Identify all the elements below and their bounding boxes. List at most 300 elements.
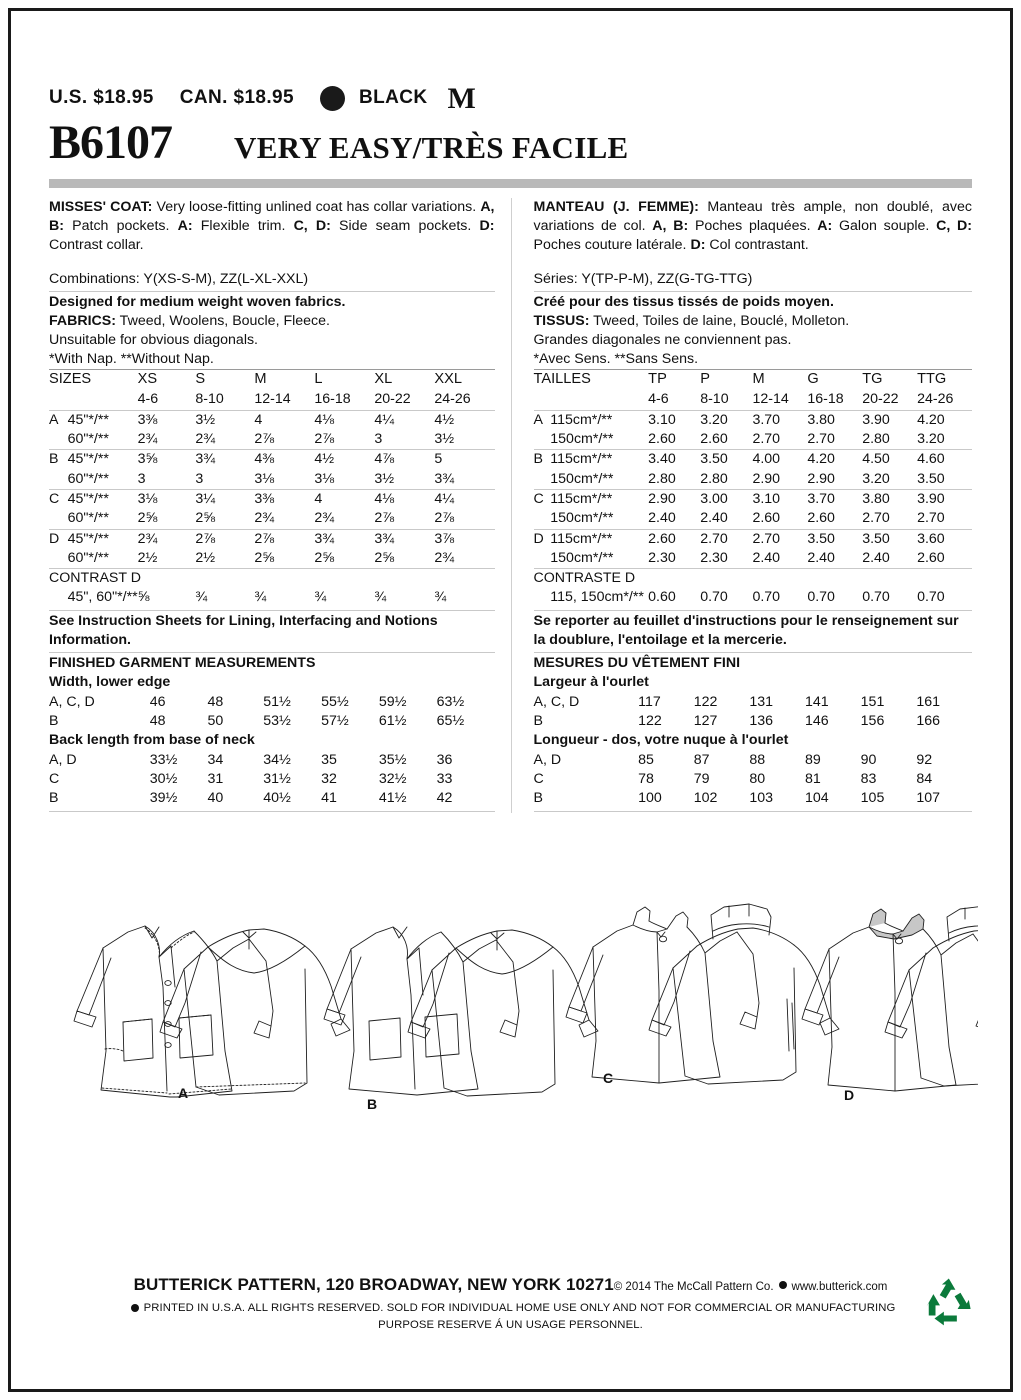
fgm-row-label: A, D bbox=[49, 751, 77, 768]
yardage-value: 4½ bbox=[434, 410, 494, 430]
yardage-value: 3 bbox=[195, 470, 204, 487]
fgm-value: 41 bbox=[321, 790, 337, 807]
fgm-value: 31½ bbox=[263, 770, 291, 787]
yardage-value: 3.50 bbox=[862, 529, 917, 549]
fgm-section-title: Back length from base of neck bbox=[49, 732, 255, 749]
yardage-value: 2¾ bbox=[254, 510, 275, 527]
yardage-value: 3.80 bbox=[862, 489, 917, 509]
fgm-row bbox=[534, 751, 973, 770]
yardage-value: 3.50 bbox=[807, 529, 862, 549]
instruction-note-fr: Se reporter au feuillet d'instructions pour le renseignement sur la doublure, l'entoilage et la mercerie. bbox=[533, 612, 959, 648]
yardage-value: 3½ bbox=[195, 410, 254, 430]
fgm-value: 156 bbox=[860, 713, 885, 730]
yardage-row bbox=[49, 450, 495, 470]
size-name: XL bbox=[374, 370, 434, 390]
fgm-section-title: Longueur - dos, votre nuque à l'ourlet bbox=[533, 732, 789, 749]
fgm-value: 100 bbox=[638, 790, 662, 807]
fgm-row-label: C bbox=[49, 770, 60, 787]
fgm-value: 161 bbox=[916, 693, 940, 710]
fgm-value: 42 bbox=[436, 790, 453, 807]
contrast-heading-row bbox=[534, 569, 973, 589]
yardage-row bbox=[49, 489, 495, 509]
yardage-value: 0.70 bbox=[807, 589, 835, 606]
fgm-body-fr bbox=[534, 673, 973, 808]
view-letter-cell: D bbox=[49, 529, 68, 549]
fgm-value: 33½ bbox=[149, 751, 178, 768]
notice-text-1: PRINTED IN U.S.A. ALL RIGHTS RESERVED. SOLD FOR INDIVIDUAL HOME USE ONLY AND NOT FOR COMMERCIAL OR MANUFACTURING bbox=[143, 1302, 896, 1314]
header-divider bbox=[49, 179, 972, 188]
fgm-value: 102 bbox=[693, 790, 718, 807]
fgm-section-heading-row bbox=[534, 731, 973, 750]
fgm-value: 50 bbox=[207, 713, 224, 730]
size-name: TP bbox=[648, 370, 700, 390]
fgm-row bbox=[49, 789, 495, 808]
sizes-label: TAILLES bbox=[534, 370, 649, 390]
fabric-width-cell: 115cm*/** bbox=[550, 529, 648, 549]
fgm-value: 78 bbox=[638, 770, 654, 787]
content-columns bbox=[49, 198, 972, 813]
yardage-value: 4⅞ bbox=[374, 450, 434, 470]
yardage-value: 3¾ bbox=[314, 529, 374, 549]
yardage-value: 4.20 bbox=[917, 410, 972, 430]
fgm-value: 35½ bbox=[378, 751, 407, 768]
fgm-section-title: Largeur à l'ourlet bbox=[533, 674, 649, 691]
yardage-value: 2⅞ bbox=[374, 510, 395, 527]
coat-view-b-front bbox=[324, 927, 519, 1095]
yardage-row bbox=[49, 430, 495, 450]
view-letter-cell bbox=[49, 509, 68, 529]
yardage-value: 2.90 bbox=[807, 470, 835, 487]
fgm-value: 80 bbox=[749, 770, 766, 787]
view-letter-cell bbox=[534, 549, 551, 569]
view-letter-c: C bbox=[603, 1070, 614, 1086]
yardage-value: 2.60 bbox=[807, 510, 835, 527]
yardage-value: 3.20 bbox=[700, 410, 752, 430]
size-number: 20-22 bbox=[862, 391, 899, 408]
contrast-heading-row bbox=[49, 569, 495, 589]
yardage-value: 2.70 bbox=[862, 510, 890, 527]
yardage-value: 3¾ bbox=[374, 529, 434, 549]
fgm-value: 117 bbox=[638, 693, 661, 710]
yardage-value: 2¾ bbox=[137, 430, 158, 447]
yardage-value: 0.60 bbox=[648, 589, 676, 606]
fgm-row-label: B bbox=[533, 790, 543, 807]
coat-view-c-back bbox=[649, 904, 839, 1084]
size-name: M bbox=[254, 370, 314, 390]
fgm-value: 40 bbox=[207, 790, 224, 807]
size-number: 8-10 bbox=[700, 391, 729, 408]
footer-notice-1 bbox=[49, 1302, 972, 1314]
fabric-width-cell: 60"*/** bbox=[67, 549, 109, 566]
fgm-value: 48 bbox=[149, 713, 166, 730]
spacer-cell bbox=[49, 390, 138, 410]
footer-notice-2: PURPOSE RESERVE Á UN USAGE PERSONNEL. bbox=[378, 1319, 643, 1331]
contrast-heading: CONTRASTE D bbox=[534, 569, 973, 589]
yardage-value: 3⅜ bbox=[138, 410, 196, 430]
yardage-row bbox=[534, 430, 973, 450]
fgm-value: 33 bbox=[436, 770, 453, 787]
yardage-row bbox=[534, 509, 973, 529]
yardage-value: 3 bbox=[137, 470, 146, 487]
fgm-value: 146 bbox=[805, 713, 829, 730]
yardage-value: 3.10 bbox=[752, 489, 807, 509]
fgm-value: 31 bbox=[207, 770, 224, 787]
yardage-row bbox=[49, 410, 495, 430]
yardage-value: 2¾ bbox=[138, 529, 196, 549]
size-name: TTG bbox=[917, 370, 972, 390]
fgm-value: 105 bbox=[860, 790, 885, 807]
yardage-value: 2.60 bbox=[648, 430, 676, 447]
fgm-value: 41½ bbox=[378, 790, 407, 807]
fgm-section-heading-row bbox=[49, 731, 495, 750]
combinations-en: Combinations: Y(XS-S-M), ZZ(L-XL-XXL) bbox=[49, 270, 309, 287]
yardage-value: 4 bbox=[314, 489, 374, 509]
yardage-value: 3.70 bbox=[752, 410, 807, 430]
yardage-value: 2.70 bbox=[807, 430, 835, 447]
yardage-value: 2⅝ bbox=[137, 510, 158, 527]
contrast-row bbox=[534, 588, 973, 607]
yardage-value: 2.60 bbox=[700, 430, 728, 447]
fgm-body-en bbox=[49, 673, 495, 808]
yardage-value: 2.40 bbox=[862, 549, 890, 566]
fgm-value: 46 bbox=[149, 693, 166, 710]
fgm-value: 83 bbox=[860, 770, 877, 787]
yardage-row bbox=[534, 470, 973, 490]
fabric-width-cell: 115cm*/** bbox=[550, 410, 648, 430]
yardage-value: 3.80 bbox=[807, 410, 862, 430]
yardage-value: 2⅝ bbox=[195, 510, 216, 527]
fgm-section-heading-row bbox=[49, 673, 495, 692]
fgm-value: 57½ bbox=[321, 713, 349, 730]
combinations-fr: Séries: Y(TP-P-M), ZZ(G-TG-TTG) bbox=[533, 270, 753, 287]
size-number: 4-6 bbox=[137, 391, 159, 408]
yardage-value: 3.00 bbox=[700, 489, 752, 509]
us-price: U.S. $18.95 bbox=[49, 87, 154, 108]
yardage-value: ¾ bbox=[195, 589, 208, 606]
size-name: M bbox=[752, 370, 807, 390]
yardage-value: 2¾ bbox=[434, 549, 455, 566]
yardage-row bbox=[49, 470, 495, 490]
size-number: 24-26 bbox=[434, 391, 471, 408]
yardage-value: 3¾ bbox=[434, 470, 455, 487]
view-letter-cell: C bbox=[534, 489, 551, 509]
contrast-heading: CONTRAST D bbox=[49, 569, 495, 589]
yardage-value: ¾ bbox=[434, 589, 447, 606]
yardage-table-fr bbox=[534, 369, 973, 607]
table-header-row bbox=[49, 370, 495, 390]
size-number: 24-26 bbox=[917, 391, 954, 408]
garment-illustrations bbox=[49, 891, 978, 1121]
fgm-row-label: A, C, D bbox=[49, 693, 95, 710]
fgm-value: 136 bbox=[749, 713, 774, 730]
size-number: 16-18 bbox=[807, 391, 844, 408]
view-letter-cell: A bbox=[49, 410, 68, 430]
divider-rule bbox=[534, 291, 973, 292]
yardage-value: 2.70 bbox=[752, 430, 781, 447]
yardage-value: 5 bbox=[434, 450, 494, 470]
yardage-table-en bbox=[49, 369, 495, 607]
fgm-row-label: C bbox=[533, 770, 544, 787]
fgm-value: 131 bbox=[749, 693, 774, 710]
fgm-section-title: Width, lower edge bbox=[49, 674, 171, 691]
yardage-value: 4.50 bbox=[862, 450, 917, 470]
fabric-width-cell: 60"*/** bbox=[67, 470, 109, 487]
yardage-value: 2¾ bbox=[314, 510, 335, 527]
view-letter-cell bbox=[534, 430, 551, 450]
size-name: XS bbox=[138, 370, 196, 390]
fgm-value: 63½ bbox=[436, 693, 465, 710]
view-letter-a: A bbox=[178, 1085, 189, 1101]
fgm-row bbox=[49, 712, 495, 731]
bullet-icon bbox=[131, 1304, 139, 1312]
view-letter-d: D bbox=[844, 1087, 855, 1103]
yardage-value: 4¼ bbox=[434, 489, 494, 509]
fgm-value: 122 bbox=[693, 693, 718, 710]
fgm-value: 48 bbox=[207, 693, 224, 710]
yardage-value: 0.70 bbox=[917, 589, 945, 606]
yardage-row bbox=[534, 450, 973, 470]
yardage-value: 2.70 bbox=[917, 510, 945, 527]
fgm-value: 30½ bbox=[149, 770, 178, 787]
fgm-row-label: A, D bbox=[533, 751, 562, 768]
yardage-value: 3.50 bbox=[700, 450, 752, 470]
fgm-row bbox=[534, 712, 973, 731]
contrast-row bbox=[49, 588, 495, 607]
fgm-row-label: B bbox=[49, 713, 59, 730]
yardage-row bbox=[49, 529, 495, 549]
can-price: CAN. $18.95 bbox=[179, 87, 294, 108]
yardage-value: 2⅞ bbox=[314, 430, 335, 447]
instruction-note-en: See Instruction Sheets for Lining, Interfacing and Notions Information. bbox=[49, 612, 438, 648]
fgm-value: 141 bbox=[805, 693, 829, 710]
fgm-value: 34 bbox=[207, 751, 224, 768]
yardage-value: 2½ bbox=[137, 549, 158, 566]
fabric-width-cell: 150cm*/** bbox=[550, 470, 614, 487]
yardage-value: 3¼ bbox=[195, 489, 254, 509]
fgm-section-heading-row bbox=[534, 673, 973, 692]
fabric-width-cell: 60"*/** bbox=[67, 430, 109, 447]
fgm-value: 65½ bbox=[436, 713, 465, 730]
yardage-value: 4⅜ bbox=[254, 450, 314, 470]
fgm-value: 55½ bbox=[321, 693, 349, 710]
size-number: 20-22 bbox=[374, 391, 411, 408]
view-letter-cell bbox=[534, 588, 551, 607]
yardage-value: 2.70 bbox=[752, 529, 807, 549]
garment-description-fr: MANTEAU (J. FEMME): Manteau très ample, non doublé, avec variations de col. A, B: Poches plaquées. A: Galon souple. C, D: Poches couture latérale. D: Col contrastant. bbox=[533, 199, 972, 253]
footer-address-line bbox=[49, 1275, 972, 1295]
yardage-value: 2.60 bbox=[917, 549, 945, 566]
yardage-value: 3.40 bbox=[648, 450, 700, 470]
yardage-row bbox=[49, 549, 495, 569]
yardage-value: 2.90 bbox=[648, 489, 700, 509]
table-header-row bbox=[49, 390, 495, 410]
mccall-brand-icon: M bbox=[447, 82, 477, 115]
yardage-value: 2⅞ bbox=[195, 529, 254, 549]
pattern-envelope-back bbox=[8, 8, 1013, 1392]
yardage-value: 3.60 bbox=[917, 529, 972, 549]
yardage-value: 0.70 bbox=[700, 589, 728, 606]
size-number: 16-18 bbox=[314, 391, 351, 408]
website-url[interactable]: www.butterick.com bbox=[791, 1281, 888, 1293]
view-letter-cell: D bbox=[534, 529, 551, 549]
fabric-width-cell: 150cm*/** bbox=[550, 549, 614, 566]
yardage-value: 2.30 bbox=[648, 549, 676, 566]
fgm-row-label: A, C, D bbox=[533, 693, 580, 710]
fgm-value: 35 bbox=[321, 751, 337, 768]
spacer-cell bbox=[534, 390, 649, 410]
fabric-width-cell: 45"*/** bbox=[68, 529, 138, 549]
yardage-value: ¾ bbox=[314, 589, 327, 606]
fgm-heading-en: FINISHED GARMENT MEASUREMENTS bbox=[49, 655, 316, 672]
yardage-value: 3.20 bbox=[862, 470, 890, 487]
company-address: BUTTERICK PATTERN, 120 BROADWAY, NEW YORK 10271 bbox=[133, 1275, 614, 1294]
yardage-value: 3.90 bbox=[917, 489, 972, 509]
coat-view-b-back bbox=[408, 930, 598, 1096]
pattern-number: B6107 bbox=[49, 116, 173, 169]
nap-en: *With Nap. **Without Nap. bbox=[49, 351, 214, 368]
fgm-value: 81 bbox=[805, 770, 821, 787]
yardage-value: 2⅞ bbox=[254, 430, 275, 447]
fgm-row bbox=[49, 770, 495, 789]
yardage-value: 3⅛ bbox=[138, 489, 196, 509]
coat-view-a-front bbox=[74, 926, 273, 1097]
yardage-value: 2.40 bbox=[700, 510, 728, 527]
fgm-value: 127 bbox=[693, 713, 718, 730]
yardage-row bbox=[49, 509, 495, 529]
fabric-width-cell: 45"*/** bbox=[68, 489, 138, 509]
size-name: L bbox=[314, 370, 374, 390]
fgm-value: 36 bbox=[436, 751, 453, 768]
recycle-arrows bbox=[927, 1278, 971, 1325]
yardage-value: ¾ bbox=[254, 589, 267, 606]
view-letter-cell bbox=[49, 430, 68, 450]
yardage-value: 4.20 bbox=[807, 450, 862, 470]
fgm-value: 32 bbox=[321, 770, 337, 787]
yardage-value: 2.80 bbox=[862, 430, 890, 447]
column-english bbox=[49, 198, 511, 813]
size-number: 8-10 bbox=[195, 391, 224, 408]
yardage-value: 4.60 bbox=[917, 450, 972, 470]
yardage-row bbox=[534, 549, 973, 569]
fabric-width-cell: 60"*/** bbox=[67, 510, 109, 527]
size-name: TG bbox=[862, 370, 917, 390]
nap-fr: *Avec Sens. **Sans Sens. bbox=[533, 351, 699, 368]
yardage-value: 4.00 bbox=[752, 450, 807, 470]
title-row bbox=[49, 116, 972, 169]
yardage-value: 3⅝ bbox=[138, 450, 196, 470]
view-letter-cell: B bbox=[49, 450, 68, 470]
size-number: 12-14 bbox=[752, 391, 789, 408]
fgm-value: 84 bbox=[916, 770, 933, 787]
sizes-label: SIZES bbox=[49, 370, 138, 390]
yardage-value: 3.70 bbox=[807, 489, 862, 509]
difficulty-label: VERY EASY/TRÈS FACILE bbox=[234, 130, 629, 165]
line-art-svg bbox=[49, 891, 978, 1121]
fgm-table-en bbox=[49, 673, 495, 808]
yardage-value: 0.70 bbox=[752, 589, 781, 606]
yardage-value: 2.70 bbox=[700, 529, 752, 549]
size-name: P bbox=[700, 370, 752, 390]
view-letter-cell: C bbox=[49, 489, 68, 509]
fabric-width-cell: 45"*/** bbox=[68, 410, 138, 430]
fgm-value: 88 bbox=[749, 751, 766, 768]
fgm-row-label: B bbox=[49, 790, 59, 807]
fgm-value: 89 bbox=[805, 751, 821, 768]
divider-rule bbox=[49, 291, 495, 292]
yardage-value: 3.90 bbox=[862, 410, 917, 430]
fgm-heading-fr: MESURES DU VÊTEMENT FINI bbox=[533, 655, 741, 672]
yardage-value: 4½ bbox=[314, 450, 374, 470]
designed-for-en: Designed for medium weight woven fabrics. bbox=[49, 293, 346, 310]
yardage-value: 3⅛ bbox=[314, 470, 335, 487]
fgm-value: 39½ bbox=[149, 790, 178, 807]
fgm-row bbox=[534, 789, 973, 808]
size-number: 12-14 bbox=[254, 391, 291, 408]
table-header-row bbox=[534, 370, 973, 390]
yardage-body-en bbox=[49, 370, 495, 608]
copyright-notice: © 2014 The McCall Pattern Co. bbox=[613, 1281, 774, 1293]
fabric-width-cell: 115cm*/** bbox=[550, 450, 648, 470]
yardage-value: 2.30 bbox=[700, 549, 728, 566]
yardage-value: 4 bbox=[254, 410, 314, 430]
fabric-width-cell: 115, 150cm*/** bbox=[550, 589, 644, 606]
fgm-value: 53½ bbox=[263, 713, 291, 730]
coat-view-a-back bbox=[160, 929, 350, 1095]
fgm-value: 61½ bbox=[378, 713, 407, 730]
fabric-width-cell: 150cm*/** bbox=[550, 510, 614, 527]
yardage-value: 2¾ bbox=[195, 430, 216, 447]
fabric-width-cell: 115cm*/** bbox=[550, 489, 648, 509]
size-name: XXL bbox=[434, 370, 494, 390]
fgm-value: 104 bbox=[805, 790, 829, 807]
yardage-value: 2⅝ bbox=[254, 549, 275, 566]
yardage-value: 3.50 bbox=[917, 470, 945, 487]
bullet-icon bbox=[779, 1281, 787, 1289]
yardage-value: ⅝ bbox=[137, 589, 150, 606]
yardage-row bbox=[534, 529, 973, 549]
fgm-row bbox=[534, 693, 973, 712]
view-letter-cell bbox=[534, 509, 551, 529]
size-name: S bbox=[195, 370, 254, 390]
view-letter-b: B bbox=[367, 1096, 378, 1112]
yardage-value: 2.40 bbox=[752, 549, 781, 566]
fgm-row bbox=[534, 770, 973, 789]
yardage-value: 4¼ bbox=[374, 410, 434, 430]
fgm-value: 122 bbox=[638, 713, 662, 730]
yardage-value: 2.90 bbox=[752, 470, 781, 487]
view-letter-cell bbox=[49, 549, 68, 569]
view-letter-cell bbox=[49, 470, 68, 490]
yardage-value: 3 bbox=[374, 430, 383, 447]
fabric-width-cell: 45", 60"*/** bbox=[67, 589, 138, 606]
yardage-value: 4⅛ bbox=[374, 489, 434, 509]
yardage-value: 2⅞ bbox=[434, 510, 455, 527]
price-row bbox=[49, 11, 972, 113]
yardage-body-fr bbox=[534, 370, 973, 608]
view-letter-cell: A bbox=[534, 410, 551, 430]
fgm-row bbox=[49, 693, 495, 712]
size-number: 4-6 bbox=[648, 391, 669, 408]
designed-for-fr: Créé pour des tissus tissés de poids moyen. bbox=[533, 293, 834, 310]
unsuitable-fr: Grandes diagonales ne conviennent pas. bbox=[533, 332, 792, 349]
garment-description-en: MISSES' COAT: Very loose-fitting unlined coat has collar variations. A, B: Patch pockets. A: Flexible trim. C, D: Side seam pockets. D: Contrast collar. bbox=[49, 199, 495, 253]
fgm-value: 79 bbox=[693, 770, 710, 787]
size-name: G bbox=[807, 370, 862, 390]
yardage-value: 0.70 bbox=[862, 589, 890, 606]
yardage-value: 2⅝ bbox=[374, 549, 395, 566]
yardage-value: 2.80 bbox=[648, 470, 676, 487]
fgm-value: 40½ bbox=[263, 790, 291, 807]
